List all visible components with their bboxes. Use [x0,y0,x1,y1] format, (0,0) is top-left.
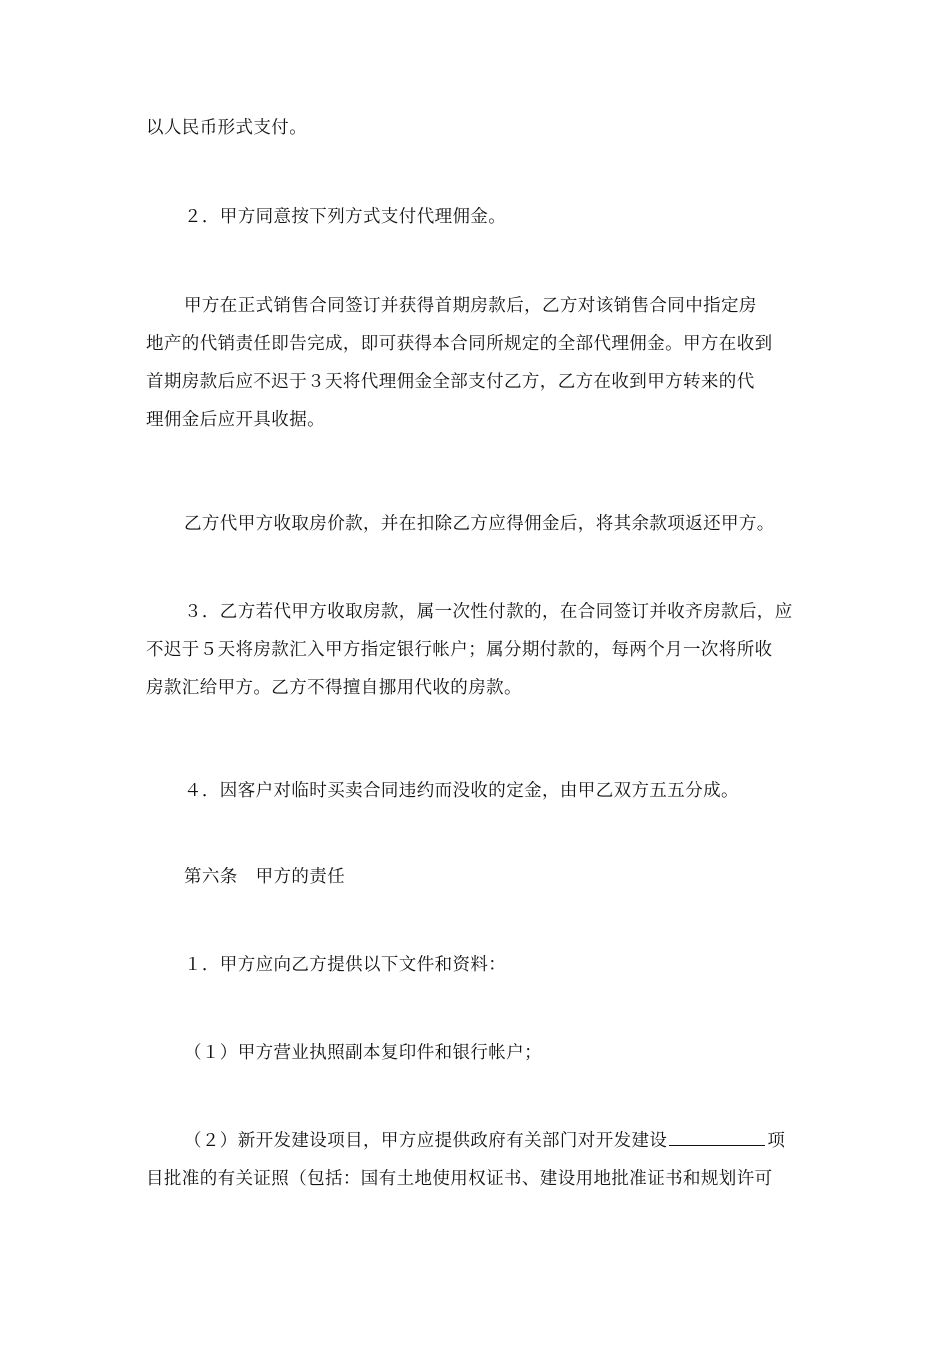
paragraph-line: 以人民币形式支付。 [146,118,308,138]
line-text-before-blank: （２）新开发建设项目，甲方应提供政府有关部门对开发建设 [184,1131,668,1151]
clause-4-deposit-split [146,772,814,810]
paragraph-line: 不迟于５天将房款汇入甲方指定银行帐户；属分期付款的，每两个月一次将所收 [146,640,773,660]
paragraph-line: １．甲方应向乙方提供以下文件和资料： [184,955,507,975]
fill-in-blank [669,1127,765,1146]
article-6-heading [146,858,814,896]
clause-3-collection [146,593,814,707]
clause-2-commission-payment [146,198,814,236]
paragraph-line: （１）甲方营业执照副本复印件和银行帐户； [184,1043,542,1063]
line-text-after-blank: 项 [767,1131,786,1151]
paragraph-line: 目批准的有关证照（包括：国有土地使用权证书、建设用地批准证书和规划许可 [146,1169,773,1189]
paragraph-line: 理佣金后应开具收据。 [146,410,325,430]
item-2-project-approval [146,1122,814,1198]
paragraph-line: 乙方代甲方收取房价款，并在扣除乙方应得佣金后，将其余款项返还甲方。 [184,514,775,534]
clause-1-documents [146,946,814,984]
paragraph-line: ３．乙方若代甲方收取房款，属一次性付款的，在合同签订并收齐房款后，应 [184,602,793,622]
paragraph-line: 地产的代销责任即告完成，即可获得本合同所规定的全部代理佣金。甲方在收到 [146,334,773,354]
item-1-license [146,1034,814,1072]
paragraph-commission-conditions [146,287,814,439]
paragraph-line: 首期房款后应不迟于３天将代理佣金全部支付乙方，乙方在收到甲方转来的代 [146,372,755,392]
paragraph-collection-return [146,505,826,543]
paragraph-line: 房款汇给甲方。乙方不得擅自挪用代收的房款。 [146,678,522,698]
section-heading: 第六条 甲方的责任 [184,867,346,887]
paragraph-payment-currency [146,109,814,147]
paragraph-line [146,1122,814,1160]
paragraph-line: 甲方在正式销售合同签订并获得首期房款后，乙方对该销售合同中指定房 [184,296,757,316]
paragraph-line: ２．甲方同意按下列方式支付代理佣金。 [184,207,507,227]
paragraph-line: ４．因客户对临时买卖合同违约而没收的定金，由甲乙双方五五分成。 [184,781,739,801]
